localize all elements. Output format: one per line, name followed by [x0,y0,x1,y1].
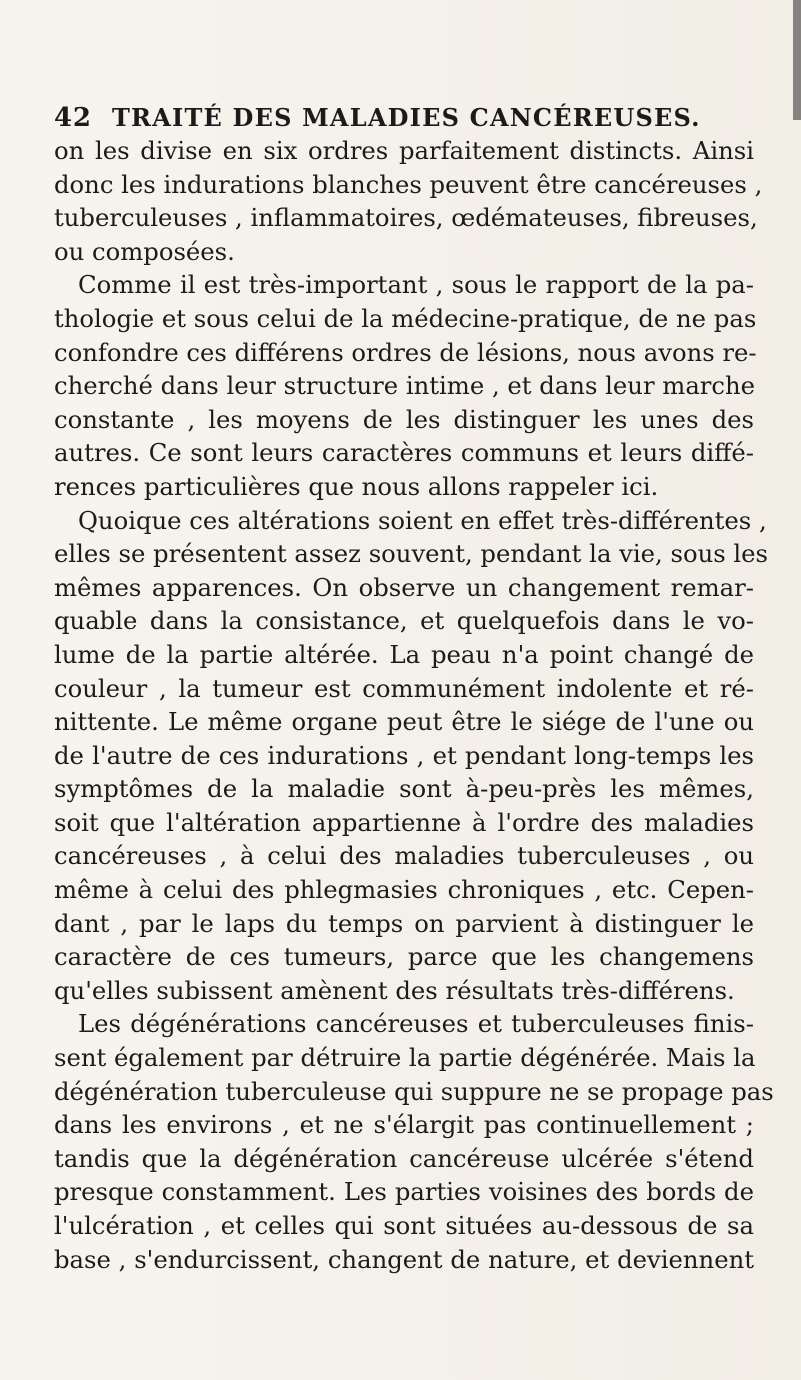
text-line: base , s'endurcissent, changent de nature, et deviennent [54,1244,754,1274]
text-line: Les dégénérations cancéreuses et tuberculeuses finis- [78,1009,754,1039]
text-line: cancéreuses , à celui des maladies tuberculeuses , ou [54,841,754,871]
text-line: soit que l'altération appartienne à l'ordre des maladies [54,807,754,837]
text-line: presque constamment. Les parties voisines des bords de [54,1177,754,1207]
text-line: dégénération tuberculeuse qui suppure ne se propage pas [54,1076,774,1106]
text-line: thologie et sous celui de la médecine-pratique, de ne pas [54,303,757,333]
text-line: qu'elles subissent amènent des résultats très-différens. [54,975,735,1005]
text-line: tuberculeuses , inflammatoires, œdémateuses, fibreuses, [54,203,758,233]
text-line: caractère de ces tumeurs, parce que les changemens [54,942,754,972]
page-header [54,100,754,136]
text-line: Comme il est très-important , sous le rapport de la pa- [78,270,754,300]
text-line: l'ulcération , et celles qui sont situées au-dessous de sa [54,1211,754,1240]
text-line: symptômes de la maladie sont à-peu-près les mêmes, [54,774,754,804]
text-line: dans les environs , et ne s'élargit pas continuellement ; [54,1110,754,1140]
text-line: constante , les moyens de les distinguer les unes des [54,404,754,434]
text-line: on les divise en six ordres parfaitement distincts. Ainsi [54,136,754,165]
scan-edge-shadow [793,0,801,120]
text-line: autres. Ce sont leurs caractères communs et leurs diffé- [54,438,754,468]
running-title: TRAITÉ DES MALADIES CANCÉREUSES. [112,103,701,132]
text-line: couleur , la tumeur est communément indolente et ré- [54,673,754,703]
text-line: mêmes apparences. On observe un changement remar- [54,572,754,602]
text-line: lume de la partie altérée. La peau n'a point changé de [54,639,754,669]
text-line: cherché dans leur structure intime , et dans leur marche [54,371,756,401]
text-line: confondre ces différens ordres de lésions, nous avons re- [54,337,757,367]
page-number: 42 [54,103,92,133]
text-line: Quoique ces altérations soient en effet très-différentes , [78,505,767,535]
text-line: sent également par détruire la partie dégénérée. Mais la [54,1043,756,1073]
text-line: dant , par le laps du temps on parvient à distinguer le [54,908,754,938]
text-line: elles se présentent assez souvent, pendant la vie, sous les [54,539,769,569]
text-line: ou composées. [54,236,235,266]
text-line: tandis que la dégénération cancéreuse ulcérée s'étend [54,1143,754,1173]
text-line: même à celui des phlegmasies chroniques , etc. Cepen- [54,875,754,905]
body-text [54,134,774,1276]
text-line: rences particulières que nous allons rappeler ici. [54,471,659,501]
text-line: donc les indurations blanches peuvent être cancéreuses , [54,169,763,199]
text-line: de l'autre de ces indurations , et pendant long-temps les [54,740,754,770]
text-line: nittente. Le même organe peut être le siége de l'une ou [54,707,754,737]
text-line: quable dans la consistance, et quelquefois dans le vo- [54,606,754,636]
